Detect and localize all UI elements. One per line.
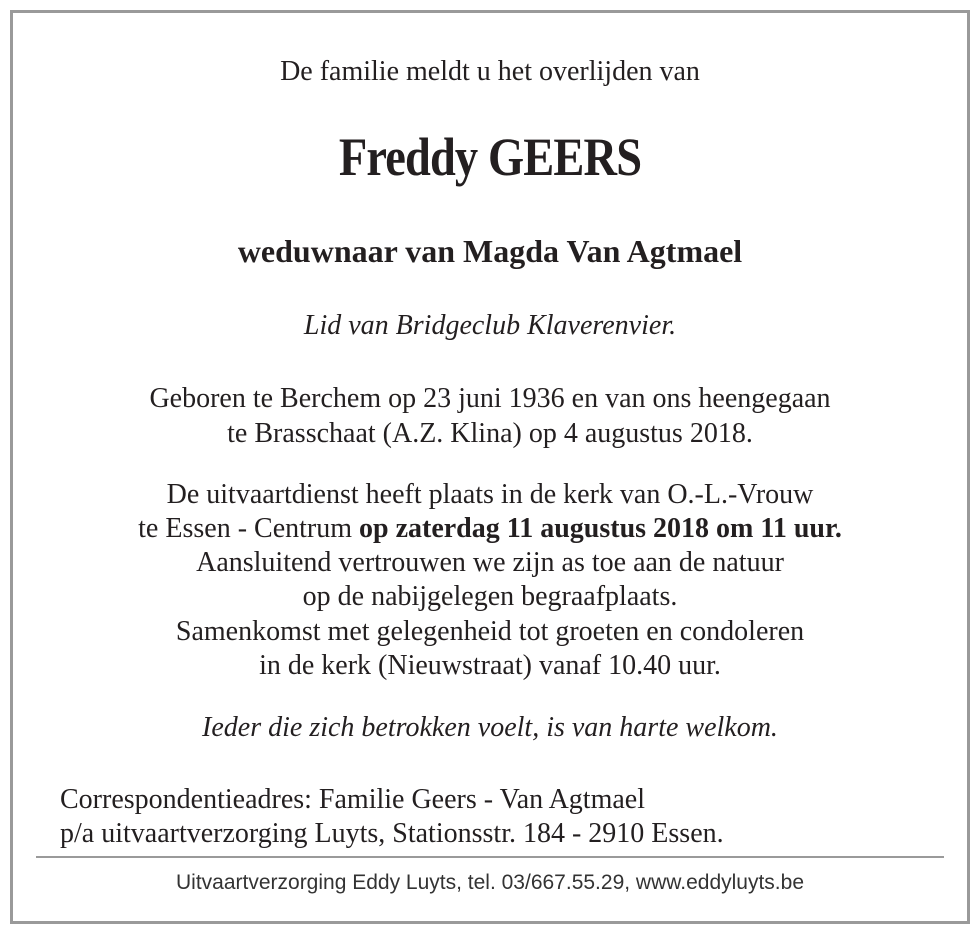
ceremony-line-2 [0, 515, 980, 543]
ceremony-line-4: op de nabijgelegen begraafplaats. [302, 581, 678, 612]
intro-text: De familie meldt u het overlijden van [280, 56, 700, 87]
ceremony-line-3: Aansluitend vertrouwen we zijn as toe aan de natuur [196, 547, 784, 578]
ceremony-line-6: in de kerk (Nieuwstraat) vanaf 10.40 uur. [259, 650, 721, 681]
welcome-line: Ieder die zich betrokken voelt, is van harte welkom. [202, 712, 778, 743]
membership-line: Lid van Bridgeclub Klaverenvier. [303, 310, 677, 341]
ceremony-line-1: De uitvaartdienst heeft plaats in de kerk van O.-L.-Vrouw [166, 479, 814, 510]
funeral-home-footer: Uitvaartverzorging Eddy Luyts, tel. 03/667.55.29, www.eddyluyts.be [175, 871, 804, 894]
correspondence-line-2: p/a uitvaartverzorging Luyts, Stationsstr. 184 - 2910 Essen. [60, 818, 724, 849]
birth-line-1: Geboren te Berchem op 23 juni 1936 en van ons heengegaan [149, 383, 831, 414]
footer-divider [36, 856, 944, 858]
correspondence-line-1: Correspondentieadres: Familie Geers - Van Agtmael [60, 784, 645, 815]
widower-line: weduwnaar van Magda Van Agtmael [237, 233, 743, 269]
deceased-name: Freddy GEERS [338, 127, 642, 187]
ceremony-date-time: op zaterdag 11 augustus 2018 om 11 uur. [359, 513, 842, 544]
ceremony-line-5: Samenkomst met gelegenheid tot groeten en condoleren [175, 616, 805, 647]
ceremony-location: te Essen - Centrum [138, 513, 359, 544]
birth-line-2: te Brasschaat (A.Z. Klina) op 4 augustus 2018. [227, 418, 753, 449]
